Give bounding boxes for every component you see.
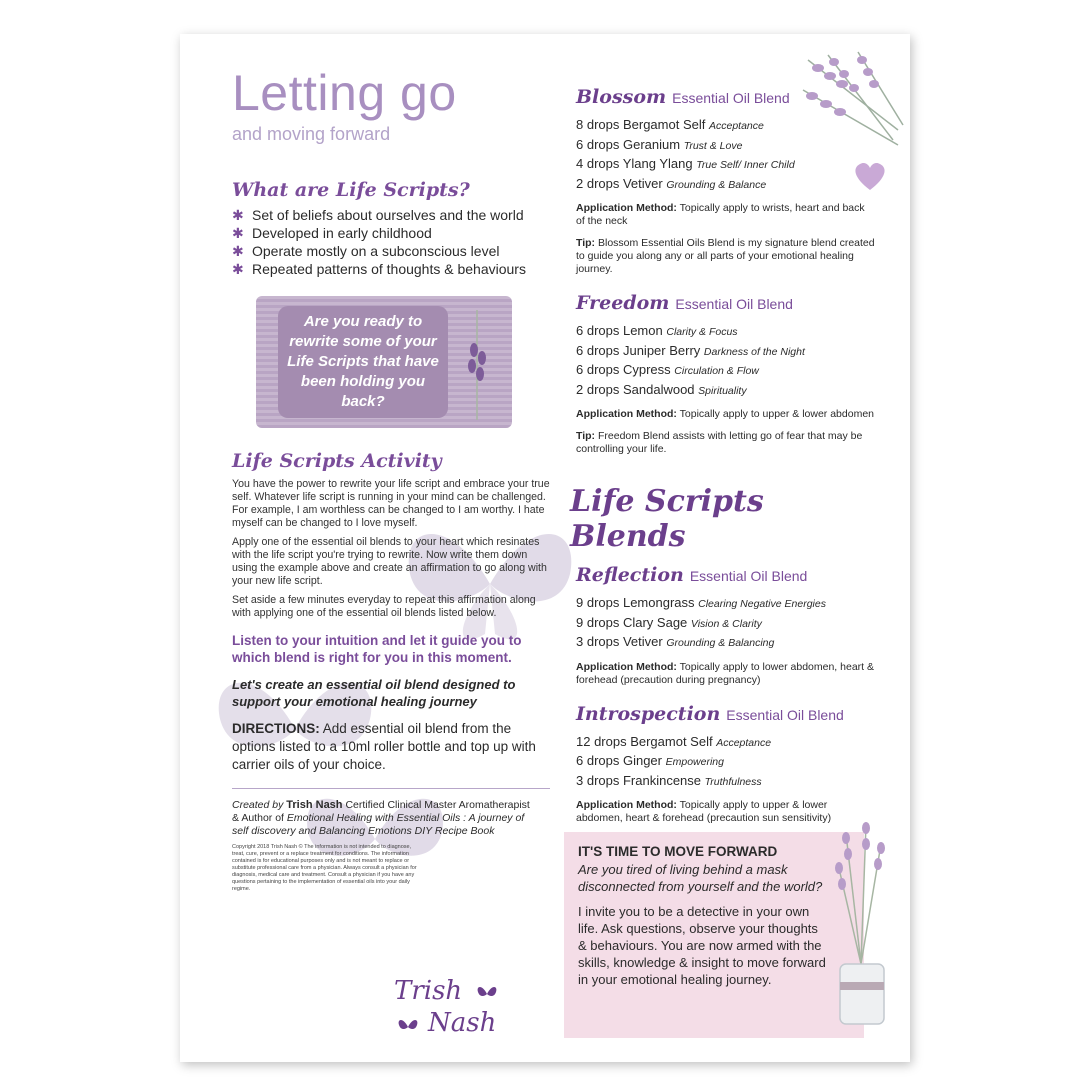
list-item: 8 drops Bergamot Self Acceptance — [576, 117, 764, 132]
reflection-application: Application Method: Topically apply to lower abdomen, heart & forehead (precaution during pregnancy) — [576, 660, 874, 686]
star-bullet-icon: ✱ — [232, 207, 244, 223]
introspection-recipe — [576, 733, 876, 792]
star-bullet-icon: ✱ — [232, 243, 244, 259]
rewrite-banner — [256, 296, 512, 428]
blossom-heading: Blossom Essential Oil Blend — [576, 86, 790, 108]
right-column — [570, 86, 876, 825]
page-title: Letting go — [232, 65, 457, 121]
list-item: 3 drops Frankincense Truthfulness — [576, 772, 762, 788]
list-item: 9 drops Clary Sage Vision & Clarity — [576, 614, 762, 630]
list-item: 6 drops Geranium Trust & Love — [576, 136, 743, 152]
left-column — [232, 65, 550, 893]
life-scripts-heading: What are Life Scripts? — [232, 179, 470, 201]
list-item: ✱ Operate mostly on a subconscious level — [232, 243, 500, 259]
star-bullet-icon: ✱ — [232, 261, 244, 277]
reflection-recipe — [576, 594, 876, 653]
page-subtitle: and moving forward — [232, 124, 391, 144]
lavender-jar-icon — [826, 814, 896, 1034]
list-item: 2 drops Sandalwood Spirituality — [576, 381, 747, 397]
blossom-application: Application Method: Topically apply to wrists, heart and back of the neck — [576, 202, 865, 227]
move-forward-body: I invite you to be a detective in your own life. Ask questions, observe your thoughts & behaviours. You are now armed with the skills, knowledge & insight to move forward in your emotional healing journey. — [578, 904, 826, 987]
move-forward-heading: IT'S TIME TO MOVE FORWARD — [578, 844, 778, 859]
copyright-disclaimer: Copyright 2018 Trish Nash © The information is not intended to diagnose, treat, cure, prevent or a replace treatment for conditions. The information contained is for educational purposes only and is not meant to replace or substitute professional care from a physician. Always consult a physician for diagnosis, medical care and treatment. Consult a physician if you have any questions pertaining to the implementation of essential oils into your daily regime. — [232, 844, 417, 892]
list-item: 6 drops Juniper Berry Darkness of the Night — [576, 342, 805, 358]
list-item: 3 drops Vetiver Grounding & Balancing — [576, 634, 775, 649]
move-forward-question: Are you tired of living behind a mask disconnected from yourself and the world? — [578, 862, 823, 894]
create-blend-callout: Let's create an essential oil blend designed to support your emotional healing journey — [232, 677, 516, 709]
intuition-callout: Listen to your intuition and let it guide you to which blend is right for you in this moment. — [232, 633, 522, 665]
trish-nash-logo: Trish Nash — [394, 976, 497, 1038]
list-item: 6 drops Lemon Clarity & Focus — [576, 323, 738, 338]
butterfly-icon — [396, 1016, 420, 1038]
lavender-sprig-icon — [452, 310, 502, 420]
freedom-recipe — [576, 322, 876, 400]
activity-heading: Life Scripts Activity — [232, 450, 442, 472]
list-item: 6 drops Ginger Empowering — [576, 753, 724, 768]
list-item: 9 drops Lemongrass Clearing Negative Energies — [576, 595, 826, 610]
banner-text: Are you ready to rewrite some of your Life Scripts that have been holding you back? — [287, 313, 439, 410]
blossom-tip: Tip: Blossom Essential Oils Blend is my signature blend created to guide you along any or all parts of your emotional healing journey. — [576, 237, 875, 275]
banner-panel — [278, 306, 448, 418]
directions-text: DIRECTIONS: Add essential oil blend from the options listed to a 10ml roller bottle and top up with carrier oils of your choice. — [232, 721, 536, 772]
introspection-application: Application Method: Topically apply to upper & lower abdomen, heart & forehead (precaution sun sensitivity) — [576, 799, 832, 824]
freedom-application: Application Method: Topically apply to upper & lower abdomen — [576, 408, 874, 420]
list-item: ✱ Set of beliefs about ourselves and the world — [232, 207, 524, 223]
star-bullet-icon: ✱ — [232, 225, 244, 241]
list-item: 2 drops Vetiver Grounding & Balance — [576, 175, 767, 191]
activity-paragraph: Apply one of the essential oil blends to your heart which resinates with the life script you're trying to rewrite. Now write them down using the example above and create an affirmation to go along with your new life script. — [232, 536, 547, 587]
blends-section-heading: Life Scripts Blends — [570, 484, 764, 554]
freedom-heading: Freedom Essential Oil Blend — [576, 292, 793, 314]
list-item: 6 drops Cypress Circulation & Flow — [576, 362, 759, 377]
list-item: 4 drops Ylang Ylang True Self/ Inner Child — [576, 156, 795, 171]
move-forward-box — [564, 832, 864, 1038]
reflection-heading: Reflection Essential Oil Blend — [576, 564, 808, 586]
flyer-page — [180, 34, 910, 1062]
introspection-heading: Introspection Essential Oil Blend — [576, 702, 844, 725]
list-item: 12 drops Bergamot Self Acceptance — [576, 733, 772, 749]
list-item: ✱ Repeated patterns of thoughts & behaviours — [232, 261, 526, 277]
freedom-tip: Tip: Freedom Blend assists with letting go of fear that may be controlling your life. — [576, 430, 863, 455]
activity-paragraph: You have the power to rewrite your life script and embrace your true self. Whatever life script is running in your mind can be challenged. For example, I am worthless can be changed to I am worthy. I hate myself can be changed to I love myself. — [232, 478, 550, 529]
activity-paragraph: Set aside a few minutes everyday to repeat this affirmation along with applying one of the essential oil blends listed below. — [232, 594, 536, 619]
author-credit: Created by Trish Nash Certified Clinical Master Aromatherapist & Author of Emotional Healing with Essential Oils : A journey of self discovery and Balancing Emotions DIY Recipe Book — [232, 799, 530, 837]
butterfly-icon — [476, 982, 498, 1006]
life-scripts-list — [232, 207, 550, 278]
list-item: ✱ Developed in early childhood — [232, 225, 432, 241]
divider — [232, 788, 550, 789]
blossom-recipe — [576, 116, 876, 194]
